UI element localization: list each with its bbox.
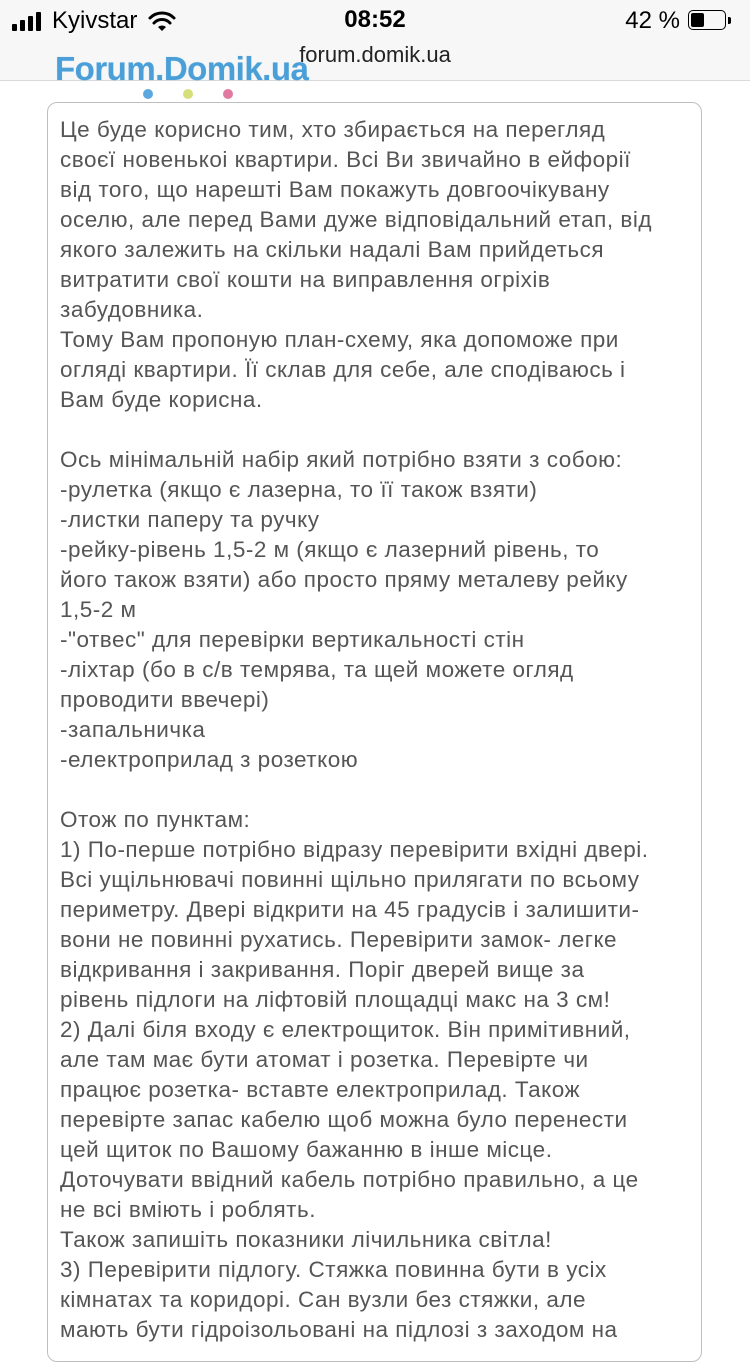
post-text-line: Всі ущільнювачі повинні щільно прилягати по всьому [60,867,640,892]
post-text-line: периметру. Двері відкрити на 45 градусів і залишити- [60,897,640,922]
carrier-name: Kyivstar [52,7,138,34]
post-text-line: рівень підлоги на ліфтовій площадці макс на 3 см! [60,987,611,1012]
post-text-line: 1,5-2 м [60,597,137,622]
post-text-line: -запальничка [60,717,206,742]
post-text-line: якого залежить на скільки надалі Вам прийдеться [60,237,605,262]
post-text-line: оселю, але перед Вами дуже відповідальний етап, від [60,207,652,232]
status-time: 08:52 [344,6,406,33]
post-text-line: забудовника. [60,297,204,322]
post-text-line: Ось мінімальній набір який потрібно взяти з собою: [60,447,623,472]
post-text-line: його також взяти) або просто пряму металеву рейку [60,567,628,592]
logo-dot-3 [223,89,233,99]
site-logo[interactable]: Forum.Domik.ua [55,50,309,87]
post-text-line: огляді квартири. Її склав для себе, але сподіваюсь і [60,357,626,382]
address-bar-url[interactable]: forum.domik.ua [299,42,451,67]
post-text-line: 2) Далі біля входу є електрощиток. Він примітивний, [60,1017,631,1042]
post-text-line: -електроприлад з розеткою [60,747,359,772]
post-text-line [60,415,695,445]
post-text-line: перевірте запас кабелю щоб можна було перенести [60,1107,628,1132]
post-text-line: 1) По-перше потрібно відразу перевірити вхідні двері. [60,837,649,862]
post-body [60,115,695,1345]
post-text-line: працює розетка- вставте електроприлад. Також [60,1077,581,1102]
battery-level-fill [691,13,704,27]
post-text-line: -ліхтар (бо в с/в темрява, та щей можете огляд [60,657,574,682]
post-text-line: 3) Перевірити підлогу. Стяжка повинна бути в усіх [60,1257,607,1282]
post-text-line: кімнатах та коридорі. Сан вузли без стяжки, але [60,1287,586,1312]
post-text-line: Отож по пунктам: [60,807,251,832]
post-text-line: проводити ввечері) [60,687,270,712]
status-right [625,8,732,34]
battery-percent: 42 % [625,7,680,34]
battery-icon [688,10,732,32]
post-text-line: Тому Вам пропоную план-схему, яка допоможе при [60,327,619,352]
status-bar [0,0,750,42]
post-text-line: Це буде корисно тим, хто збирається на перегляд [60,117,606,142]
post-text-line: Також запишіть показники лічильника світла! [60,1227,552,1252]
post-text-line: відкривання і закривання. Поріг дверей вище за [60,957,585,982]
post-text-line [60,775,695,805]
logo-dots [143,89,263,99]
post-content-box [47,102,702,1362]
post-text-line: від того, що нарешті Вам покажуть довгоочікувану [60,177,610,202]
post-text-line: -рулетка (якщо є лазерна, то її також взяти) [60,477,538,502]
post-text-line: Вам буде корисна. [60,387,263,412]
logo-dot-2 [183,89,193,99]
post-text-line: Доточувати ввідний кабель потрібно правильно, а це [60,1167,639,1192]
post-text-line: не всі вміють і роблять. [60,1197,316,1222]
post-text-line: -"отвес" для перевірки вертикальності стін [60,627,525,652]
post-text-line: але там має бути атомат і розетка. Перевірте чи [60,1047,589,1072]
post-text-line: цей щиток по Вашому бажанню в інше місце. [60,1137,553,1162]
logo-dot-1 [143,89,153,99]
post-text-line: -листки паперу та ручку [60,507,320,532]
post-text-line: мають бути гідроізольовані на підлозі з заходом на [60,1317,618,1342]
post-text-line: -рейку-рівень 1,5-2 м (якщо є лазерний рівень, то [60,537,600,562]
post-text-line: своєї новенькоі квартири. Всі Ви звичайно в ейфорії [60,147,631,172]
post-text-line: вони не повинні рухатись. Перевірити замок- легке [60,927,618,952]
post-text-line: витратити свої кошти на виправлення огріхів [60,267,551,292]
